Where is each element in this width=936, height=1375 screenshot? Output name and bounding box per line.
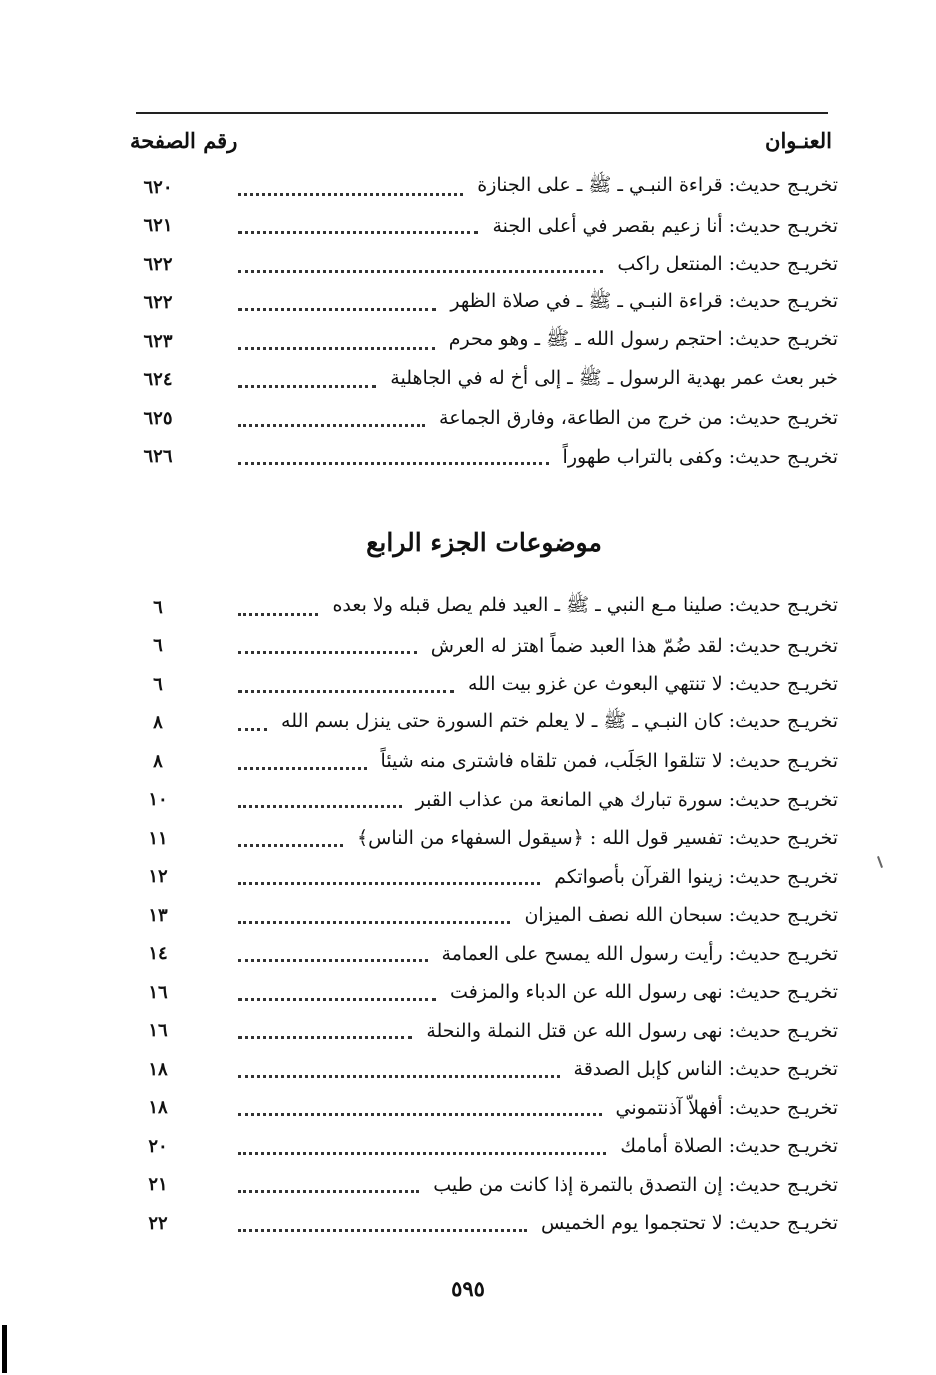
toc-entry-title: تخريـج حديث: الناس كإبل الصدقة — [573, 1058, 838, 1081]
toc-entry-title: تخريـج حديث: لقد ضُمّ هذا العبد ضماً اهتز له العرش — [430, 634, 838, 657]
page-column-label: رقم الصفحة — [130, 127, 238, 153]
toc-row — [130, 627, 838, 666]
column-header — [130, 122, 832, 158]
toc-page-number: ٨ — [153, 750, 163, 772]
scan-speck — [877, 856, 883, 868]
dot-leader — [238, 217, 478, 234]
toc-page-number: ١٢ — [148, 866, 168, 888]
toc-row — [130, 896, 838, 935]
toc-row — [130, 588, 838, 627]
toc-page-number: ١٦ — [148, 1020, 168, 1042]
toc-page-number: ٢٠ — [148, 1135, 168, 1157]
toc-page-number: ٨ — [153, 712, 163, 734]
toc-entry-title: تخريـج حديث: سورة تبارك هي المانعة من عذاب القبر — [415, 788, 838, 811]
toc-page-number: ٦٢٥ — [143, 407, 173, 429]
toc-entry-title: تخريـج حديث: أفهلاّ آذنتموني — [615, 1096, 838, 1119]
dot-leader — [238, 256, 603, 273]
header-rule — [136, 112, 828, 114]
toc-entry-title: تخريـج حديث: قراءة النبـي ـ ﷺ ـ على الجنازة — [477, 174, 838, 197]
dot-leader — [238, 410, 425, 427]
toc-entry-title: تخريـج حديث: قراءة النبـي ـ ﷺ ـ في صلاة الظهر — [450, 289, 838, 312]
toc-page-number: ١٨ — [148, 1058, 168, 1080]
page-number: ٥٩٥ — [451, 1276, 485, 1301]
toc-entry-title: تخريـج حديث: كان النبـي ـ ﷺ ـ لا يعلم ختم السورة حتى ينزل بسم الله — [281, 709, 838, 732]
dot-leader — [238, 945, 428, 962]
dot-leader — [238, 1215, 527, 1232]
toc-page-number: ٦ — [153, 673, 163, 695]
scan-edge-mark — [2, 1325, 7, 1373]
toc-page-number: ٦٢٢ — [143, 253, 173, 275]
toc-row — [130, 704, 838, 743]
toc-row — [130, 665, 838, 704]
toc-entry-title: تخريـج حديث: وكفى بالتراب طهوراً — [562, 445, 838, 468]
dot-leader — [238, 1176, 419, 1193]
toc-entry-title: تخريـج حديث: لا تتلقوا الجَلَب، فمن تلقاه فاشترى منه شيئاً — [380, 750, 838, 773]
dot-leader — [238, 599, 318, 616]
toc-page-number: ٦٢٢ — [143, 292, 173, 314]
dot-leader — [238, 676, 454, 693]
dot-leader — [238, 333, 435, 350]
toc-entry-title: تخريـج حديث: أنا زعيم بقصر في أعلى الجنة — [492, 214, 838, 237]
dot-leader — [238, 371, 376, 388]
dot-leader — [238, 1138, 606, 1155]
dot-leader — [238, 1099, 602, 1116]
toc-row — [130, 1166, 838, 1205]
toc-entry-title: تخريـج حديث: الصلاة أمامك — [620, 1135, 838, 1158]
toc-row — [130, 973, 838, 1012]
dot-leader — [238, 984, 436, 1001]
toc-row — [130, 207, 838, 246]
toc-row — [130, 935, 838, 974]
toc-page-number: ٢١ — [148, 1174, 168, 1196]
dot-leader — [238, 714, 267, 731]
toc-entry-title: تخريـج حديث: صلينا مـع النبي ـ ﷺ ـ العيد فلم يصل قبله ولا بعده — [332, 594, 838, 617]
toc-page-number: ٦٢٦ — [143, 446, 173, 468]
toc-page-number: ١٤ — [148, 943, 168, 965]
dot-leader — [238, 179, 463, 196]
toc-entry-title: تخريـج حديث: لا تنتهي البعوث عن غزو بيت الله — [467, 673, 838, 696]
toc-row — [130, 322, 838, 361]
toc-page-number: ٢٢ — [148, 1212, 168, 1234]
toc-entry-title: تخريـج حديث: تفسير قول الله : ﴿سيقول السفهاء من الناس﴾ — [357, 827, 838, 850]
toc-row — [130, 1089, 838, 1128]
toc-page-number: ٦ — [153, 635, 163, 657]
toc-row — [130, 361, 838, 400]
toc-page-number: ٦٢١ — [143, 215, 173, 237]
dot-leader — [238, 830, 343, 847]
toc-row — [130, 1012, 838, 1051]
toc-row — [130, 284, 838, 323]
toc-entry-title: تخريـج حديث: سبحان الله نصف الميزان — [524, 904, 838, 927]
toc-row — [130, 1127, 838, 1166]
toc-page-number: ٦ — [153, 596, 163, 618]
toc-page-number: ٦٢٠ — [143, 176, 173, 198]
toc-entry-title: تخريـج حديث: إن التصدق بالتمرة إذا كانت من طيب — [433, 1173, 838, 1196]
dot-leader — [238, 448, 549, 465]
title-column-label: العنـوان — [765, 127, 832, 153]
toc-entry-title: تخريـج حديث: احتجم رسول الله ـ ﷺ ـ وهو محرم — [448, 328, 838, 351]
toc-entry-title: تخريـج حديث: لا تحتجموا يوم الخميس — [540, 1212, 838, 1235]
dot-leader — [238, 1061, 560, 1078]
toc-row — [130, 819, 838, 858]
toc-entry-title: خبر بعث عمر بهدية الرسول ـ ﷺ ـ إلى أخ له في الجاهلية — [390, 366, 838, 389]
dot-leader — [238, 753, 367, 770]
toc-row — [130, 245, 838, 284]
toc-row — [130, 168, 838, 207]
toc-page-number: ١٦ — [148, 981, 168, 1003]
toc-row — [130, 742, 838, 781]
toc-row — [130, 438, 838, 477]
toc-entry-title: تخريـج حديث: رأيت رسول الله يمسح على العمامة — [441, 942, 838, 965]
dot-leader — [238, 1022, 412, 1039]
toc-row — [130, 1050, 838, 1089]
toc-entry-title: تخريـج حديث: نهى رسول الله عن قتل النملة والنحلة — [426, 1019, 838, 1042]
toc-row — [130, 858, 838, 897]
toc-page-number: ١٣ — [148, 904, 168, 926]
dot-leader — [238, 868, 540, 885]
toc-page-number: ٦٢٣ — [143, 330, 173, 352]
toc-row — [130, 781, 838, 820]
toc-page-number: ١١ — [148, 827, 168, 849]
toc-row — [130, 1204, 838, 1243]
toc-entry-title: تخريـج حديث: زينوا القرآن بأصواتكم — [554, 865, 838, 888]
toc-page-number: ٦٢٤ — [143, 369, 173, 391]
section-heading: موضوعات الجزء الرابع — [366, 528, 602, 557]
dot-leader — [238, 637, 417, 654]
toc-page-number: ١٨ — [148, 1097, 168, 1119]
dot-leader — [238, 791, 402, 808]
toc-entry-title: تخريـج حديث: من خرج من الطاعة، وفارق الجماعة — [439, 407, 838, 430]
toc-row — [130, 399, 838, 438]
toc-entry-title: تخريـج حديث: نهى رسول الله عن الدباء والمزفت — [450, 981, 838, 1004]
contents-list-part4 — [130, 588, 838, 1243]
dot-leader — [238, 907, 510, 924]
toc-entry-title: تخريـج حديث: المنتعل راكب — [617, 253, 838, 276]
toc-page-number: ١٠ — [148, 789, 168, 811]
contents-list-part3 — [130, 168, 838, 476]
dot-leader — [238, 294, 436, 311]
